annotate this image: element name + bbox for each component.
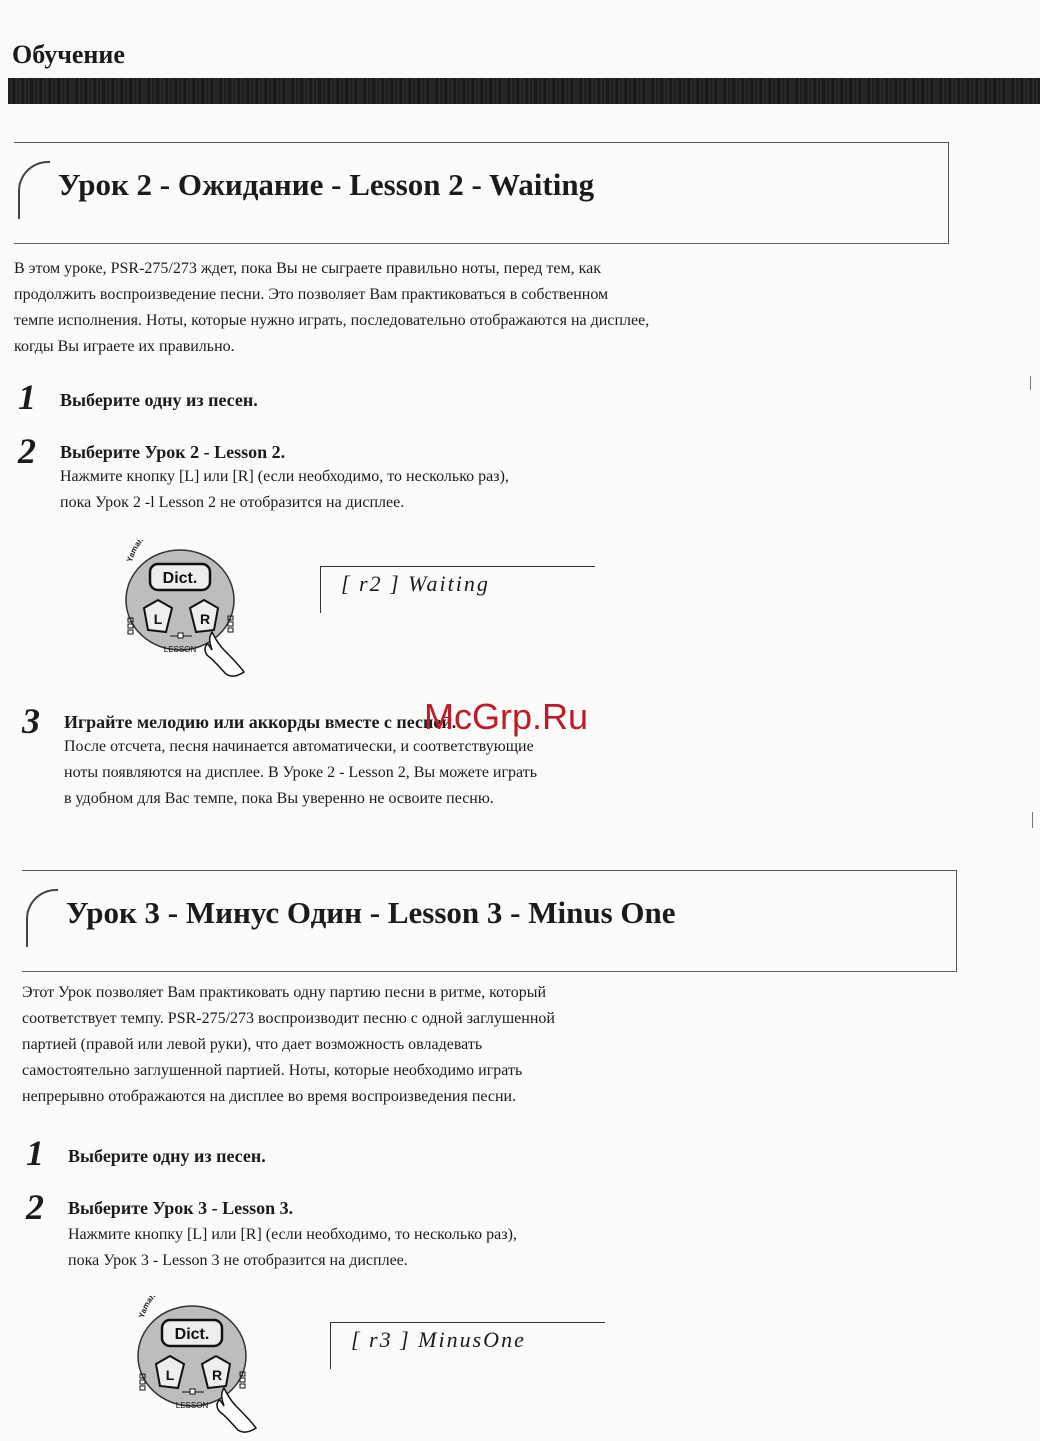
- svg-text:L: L: [153, 611, 163, 627]
- panel-arc-label: Yamah: [124, 540, 146, 564]
- lesson-r-button-icon: [190, 600, 218, 632]
- panel-svg: [120, 540, 250, 680]
- scan-mark: [1030, 376, 1031, 390]
- lesson3-step1-title: Выберите одну из песен.: [68, 1146, 266, 1166]
- title-box-curve: [18, 161, 50, 219]
- svg-text:Dict.: Dict.: [174, 1326, 210, 1343]
- lesson3-title: Урок 3 - Минус Один - Lesson 3 - Minus One: [66, 895, 676, 930]
- intro-line: Этот Урок позволяет Вам практиковать одну партию песни в ритме, который: [22, 984, 547, 1001]
- step-text-line: пока Урок 3 - Lesson 3 не отобразится на дисплее.: [68, 1252, 408, 1269]
- scan-mark: [1032, 812, 1033, 828]
- lesson2-step2-title: Выберите Урок 2 - Lesson 2.: [60, 442, 286, 462]
- intro-line: соответствует темпу. PSR-275/273 воспроизводит песню с одной заглушенной: [22, 1010, 555, 1027]
- lesson2-lcd-display: [320, 566, 595, 613]
- dict-button-icon: [150, 564, 210, 590]
- step-text-line: ноты появляются на дисплее. В Уроке 2 - Lesson 2, Вы можете играть: [64, 764, 538, 781]
- lesson-l-button-icon: [156, 1356, 184, 1388]
- intro-line: когды Вы играете их правильно.: [14, 338, 235, 355]
- step-text-line: в удобном для Вас темпе, пока Вы уверенно не освоите песню.: [64, 790, 494, 807]
- lesson-r-button-icon: [202, 1356, 230, 1388]
- lesson-panel-illustration: [132, 1296, 262, 1436]
- heading-bar: [8, 78, 1040, 104]
- intro-line: партией (правой или левой руки), что дает возможность овладевать: [22, 1036, 483, 1053]
- pointing-hand-icon: [205, 632, 244, 676]
- page-heading: Обучение: [12, 40, 125, 69]
- lesson2-step2-number: 2: [18, 431, 36, 471]
- lesson2-title: Урок 2 - Ожидание - Lesson 2 - Waiting: [58, 167, 595, 202]
- lesson-l-button-icon: [144, 600, 172, 632]
- lcd-text: [ r3 ] MinusOne: [351, 1327, 526, 1352]
- step-text-line: После отсчета, песня начинается автоматически, и соответствующие: [64, 738, 534, 755]
- lesson3-title-box: [22, 870, 957, 972]
- lesson3-intro: [22, 980, 902, 1110]
- panel-svg: [132, 1296, 262, 1436]
- intro-line: темпе исполнения. Ноты, которые нужно играть, последовательно отображаются на дисплее,: [14, 312, 650, 329]
- svg-text:R: R: [199, 611, 211, 627]
- lesson3-step2-text: [68, 1222, 517, 1274]
- lesson2-step2-text: [60, 464, 509, 516]
- intro-line: непрерывно отображаются на дисплее во время воспроизведения песни.: [22, 1088, 517, 1105]
- intro-line: продолжить воспроизведение песни. Это позволяет Вам практиковаться в собственном: [14, 286, 609, 303]
- dict-button-icon: [162, 1320, 222, 1346]
- svg-text:L: L: [165, 1367, 175, 1383]
- step-text-line: пока Урок 2 -l Lesson 2 не отобразится на дисплее.: [60, 494, 405, 511]
- lesson3-step2-title: Выберите Урок 3 - Lesson 3.: [68, 1198, 294, 1218]
- watermark: McGrp.Ru: [424, 696, 589, 737]
- lesson2-step3-number: 3: [22, 701, 40, 741]
- panel-lesson-label: LESSON: [163, 645, 197, 654]
- title-box-curve: [26, 889, 58, 947]
- intro-line: самостоятельно заглушенной партией. Ноты, которые необходимо играть: [22, 1062, 523, 1079]
- svg-text:R: R: [211, 1367, 223, 1383]
- pointing-hand-icon: [217, 1388, 256, 1432]
- lesson3-step1-number: 1: [26, 1133, 44, 1173]
- lesson3-lcd-display: [330, 1322, 605, 1369]
- lesson2-step3-title: Играйте мелодию или аккорды вместе с песней.: [64, 712, 457, 732]
- panel-lesson-label: LESSON: [175, 1401, 209, 1410]
- lesson2-step1-title: Выберите одну из песен.: [60, 390, 258, 410]
- panel-arc-label: Yamah: [136, 1296, 158, 1320]
- lcd-text: [ r2 ] Waiting: [341, 571, 490, 596]
- lesson3-step2-number: 2: [26, 1187, 44, 1227]
- intro-line: В этом уроке, PSR-275/273 ждет, пока Вы не сыграете правильно ноты, перед тем, как: [14, 260, 601, 277]
- lesson2-step1-number: 1: [18, 377, 36, 417]
- lesson2-step3-text: [64, 734, 537, 812]
- lesson2-title-box: [14, 142, 949, 244]
- lesson-panel-illustration: [120, 540, 250, 680]
- lesson2-intro: [14, 256, 894, 360]
- step-text-line: Нажмите кнопку [L] или [R] (если необходимо, то несколько раз),: [60, 468, 509, 485]
- svg-text:Dict.: Dict.: [162, 570, 198, 587]
- step-text-line: Нажмите кнопку [L] или [R] (если необходимо, то несколько раз),: [68, 1226, 517, 1243]
